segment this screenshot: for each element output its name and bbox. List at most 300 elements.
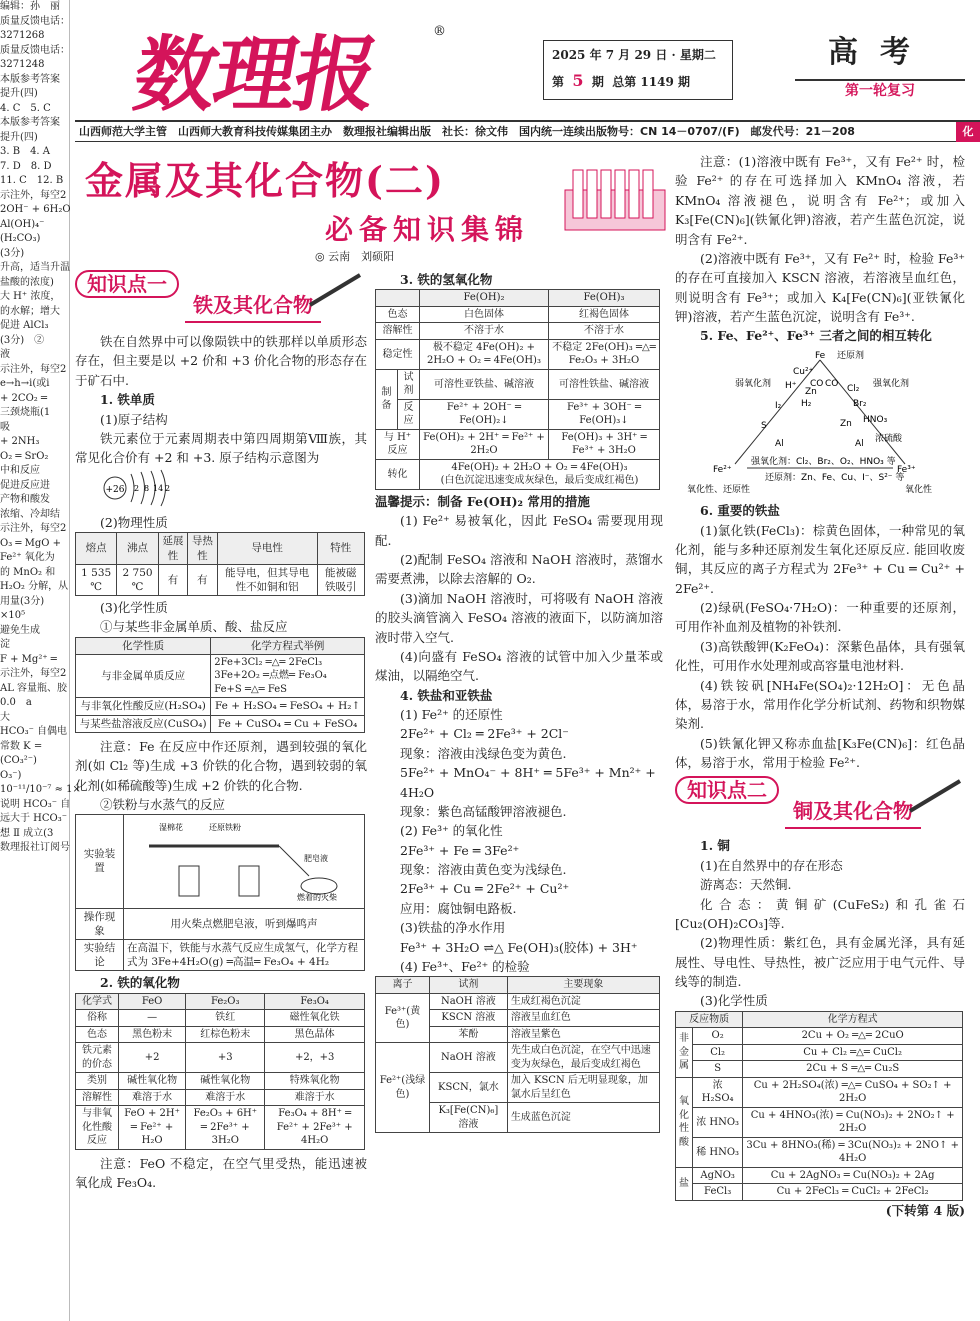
left-strip-line: 质量反馈电话： bbox=[0, 44, 70, 56]
left-strip-line: 3271248 bbox=[0, 59, 45, 70]
table-cell: 1 535 ℃ bbox=[76, 564, 117, 595]
text-line: (1)氯化铁(FeCl₃)：棕黄色固体，一种常见的氧化剂，能与多种还原剂发生氧化还原反应. 能回收废铜，其反应的离子方程式为 2Fe³⁺ + Cu ═ Cu²⁺ + 2Fe²⁺. bbox=[675, 522, 965, 596]
knowledge-point-2-header bbox=[675, 776, 965, 836]
table-cell: 红棕色粉末 bbox=[186, 1026, 265, 1043]
left-strip-line: 产物和酸发 bbox=[0, 494, 50, 505]
left-strip bbox=[0, 0, 81, 1321]
table-cell: K₃[Fe(CN)₆] 溶液 bbox=[429, 1103, 507, 1133]
newspaper-logo: 数理报 bbox=[126, 27, 384, 123]
heading-iron-salts: 4. 铁盐和亚铁盐 bbox=[400, 687, 493, 703]
table-cell: Fe³⁺ + 3OH⁻ ═ Fe(OH)₃↓ bbox=[548, 399, 659, 429]
table-row bbox=[376, 977, 660, 994]
table-row bbox=[376, 399, 660, 429]
tri-right: Fe³⁺ bbox=[897, 464, 916, 475]
edition-title: 高考 bbox=[828, 35, 932, 70]
left-strip-line: 11. C 12. B bbox=[0, 175, 64, 186]
issue-line: 第 5 期 总第 1149 期 bbox=[552, 70, 691, 90]
table-header: Fe(OH)₃ bbox=[548, 290, 659, 307]
left-strip-line: 远大于 HCO₃⁻ bbox=[0, 813, 68, 824]
edition-box bbox=[795, 30, 965, 102]
table-row bbox=[376, 323, 660, 340]
left-strip-line: F + Mg²⁺ ═ bbox=[0, 653, 57, 665]
table-cell: 白色固体 bbox=[419, 306, 548, 323]
table-header: 沸点 bbox=[117, 533, 158, 564]
iron-oxides-table bbox=[75, 993, 365, 1150]
text-line: 2Fe²⁺ + Cl₂ ═ 2Fe³⁺ + 2Cl⁻ bbox=[400, 726, 569, 742]
heading-iron-oxides: 2. 铁的氧化物 bbox=[100, 975, 180, 991]
table-cell: 氧化性酸 bbox=[676, 1077, 693, 1167]
svg-text:Al: Al bbox=[775, 438, 784, 449]
table-row bbox=[676, 1028, 963, 1045]
left-strip-line: (3分) bbox=[0, 247, 25, 259]
left-strip-line: 本版参考答案 bbox=[0, 73, 60, 85]
table-cell: 溶解性 bbox=[376, 323, 420, 340]
left-strip-line: 质量反馈电话： bbox=[0, 15, 70, 27]
table-cell: 难溶于水 bbox=[265, 1089, 365, 1106]
detection-note-2: (2)溶液中既有 Fe³⁺，又有 Fe²⁺ 时，检验 Fe³⁺ 的存在可直接加入 KSCN 溶液，若溶液呈血红色，则说明含有 Fe³⁺；或加入 K₄[Fe(CN)₆](亚铁氰化钾)溶液，若产生蓝色沉淀，说明含有 Fe³⁺. bbox=[675, 250, 965, 324]
text-line: 2Fe³⁺ + Fe ═ 3Fe²⁺ bbox=[400, 842, 520, 858]
table-row bbox=[376, 306, 660, 323]
left-strip-line: O₃⁻) bbox=[0, 769, 22, 781]
table-header: Fe(OH)₂ bbox=[419, 290, 548, 307]
table-row bbox=[676, 1184, 963, 1201]
table-cell: 与 H⁺ 反应 bbox=[376, 429, 420, 459]
svg-text:氧化性: 氧化性 bbox=[905, 484, 933, 495]
table-row bbox=[76, 993, 365, 1010]
copper-reactions-table bbox=[675, 1011, 963, 1201]
table-row bbox=[76, 1089, 365, 1106]
table-row bbox=[676, 1077, 963, 1107]
ion-detection-table bbox=[375, 976, 660, 1133]
svg-text:H⁺: H⁺ bbox=[785, 380, 797, 391]
atom-shell-3: 14 bbox=[153, 483, 164, 493]
svg-text:弱氧化剂: 弱氧化剂 bbox=[735, 378, 772, 389]
table-row bbox=[76, 1026, 365, 1043]
copper-chemical-heading: (3)化学性质 bbox=[700, 993, 768, 1009]
table-cell: 浓 HNO₃ bbox=[693, 1107, 743, 1137]
heading-atom-structure: (1)原子结构 bbox=[100, 411, 168, 427]
table-cell: 难溶于水 bbox=[119, 1089, 186, 1106]
left-strip-line: (3分) ② bbox=[0, 334, 45, 346]
table-cell: 浓 H₂SO₄ bbox=[693, 1077, 743, 1107]
fe2-reduction-lines bbox=[400, 724, 663, 821]
table-cell: 特殊氧化物 bbox=[265, 1073, 365, 1090]
atom-shell-2: 8 bbox=[144, 483, 150, 493]
table-cell: 反应 bbox=[397, 399, 419, 429]
table-cell: Cu + 4HNO₃(浓) ═ Cu(NO₃)₂ + 2NO₂↑ + 2H₂O bbox=[743, 1107, 963, 1137]
table-row bbox=[376, 369, 660, 399]
svg-text:强氧化剂：Cl₂、Br₂、O₂、HNO₃ 等: 强氧化剂：Cl₂、Br₂、O₂、HNO₃ 等 bbox=[751, 456, 896, 467]
table-cell: Fe(OH)₂ + 2H⁺ ═ Fe²⁺ + 2H₂O bbox=[419, 429, 548, 459]
table-header: 主要现象 bbox=[507, 977, 659, 994]
purification-equation: Fe³⁺ + 3H₂O ⇌△ Fe(OH)₃(胶体) + 3H⁺ bbox=[400, 939, 638, 955]
left-strip-line: 示注外，每空2 bbox=[0, 668, 67, 679]
left-strip-line: 7. D 8. D bbox=[0, 160, 52, 172]
publisher-info-bar: 山西师范大学主管 山西师大教育科技传媒集团主办 数理报社编辑出版 社长：徐文伟 国内统一连续出版物号：CN 14－0707/(F) 邮发代号：21－208 化 bbox=[75, 120, 980, 142]
text-line: (2)绿矾(FeSO₄·7H₂O)：一种重要的还原剂，可用作补血剂及植物的补铁剂. bbox=[675, 600, 965, 635]
heading-iron-element: 1. 铁单质 bbox=[100, 392, 155, 408]
heading-physical-properties: (2)物理性质 bbox=[100, 515, 168, 530]
heading-fe3-oxidation: (2) Fe³⁺ 的氧化性 bbox=[400, 823, 503, 839]
text-line: 现象：溶液由浅绿色变为黄色. bbox=[400, 745, 567, 761]
table-row bbox=[76, 1106, 365, 1150]
table-cell: 转化 bbox=[376, 459, 420, 489]
column-3 bbox=[675, 152, 965, 1220]
svg-text:CO: CO bbox=[810, 378, 824, 389]
table-cell: 俗称 bbox=[76, 1010, 119, 1027]
text-line: (3)高铁酸钾(K₂FeO₄)：深紫色晶体，具有强氧化性，可用作水处理剂或高容量电池材料. bbox=[675, 638, 965, 674]
svg-text:肥皂液: 肥皂液 bbox=[304, 854, 328, 864]
left-strip-line: 浓缩、冷却结 bbox=[0, 508, 60, 520]
left-strip-line: 本版参考答案 bbox=[0, 117, 60, 128]
table-cell: 有 bbox=[188, 564, 217, 595]
table-cell: Fe₂O₃ + 6H⁺ ═ 2Fe³⁺ + 3H₂O bbox=[186, 1106, 265, 1150]
left-strip-line: 想 Ⅱ 成立(3 bbox=[0, 827, 54, 839]
left-strip-line: 的 MnO₂ 和 bbox=[0, 566, 56, 578]
heading-reactions: ①与某些非金属单质、酸、盐反应 bbox=[100, 619, 288, 635]
svg-text:Zn: Zn bbox=[805, 386, 817, 397]
table-header: 延展性 bbox=[158, 533, 187, 564]
table-header: 特性 bbox=[317, 533, 364, 564]
tri-top: Fe bbox=[815, 350, 826, 361]
table-cell: Fe²⁺(浅绿色) bbox=[376, 1043, 430, 1133]
table-cell: 生成蓝色沉淀 bbox=[507, 1103, 659, 1133]
physical-properties-table bbox=[75, 532, 365, 596]
table-cell: 盐 bbox=[676, 1167, 693, 1200]
table-row bbox=[76, 1073, 365, 1090]
text-line: (2)配制 FeSO₄ 溶液和 NaOH 溶液时，蒸馏水需要煮沸，以除去溶解的 O₂. bbox=[375, 552, 663, 587]
table-cell: Fe³⁺(黄色) bbox=[376, 993, 430, 1043]
left-strip-line: 液 bbox=[0, 349, 10, 360]
left-strip-line: 提升(四) bbox=[0, 88, 38, 99]
detection-note-1: 注意：(1)溶液中既有 Fe³⁺，又有 Fe²⁺ 时，检验 Fe²⁺ 的存在可选择加入 KMnO₄ 溶液，若 KMnO₄ 溶液褪色，说明含有 Fe²⁺；或加入 K₃[Fe(CN)₆](铁氰化钾)溶液，若产生蓝色沉淀，说明含有 Fe²⁺. bbox=[675, 154, 965, 247]
table-cell: 稳定性 bbox=[376, 339, 420, 369]
left-strip-line: ×10⁵ bbox=[0, 610, 26, 621]
table-cell: — bbox=[119, 1010, 186, 1027]
registered-mark: ® bbox=[433, 24, 446, 39]
knowledge-point-1-badge: 知识点一 bbox=[75, 270, 179, 298]
tips-list bbox=[375, 511, 663, 685]
heading-steam-reaction: ②铁粉与水蒸气的反应 bbox=[100, 796, 226, 812]
table-cell: Cu + 2AgNO₃ ═ Cu(NO₃)₂ + 2Ag bbox=[743, 1167, 963, 1184]
article-title-box bbox=[85, 152, 680, 262]
table-row bbox=[376, 459, 660, 489]
knowledge-point-2-badge: 知识点二 bbox=[675, 776, 779, 804]
table-row bbox=[376, 339, 660, 369]
table-cell: 非金属 bbox=[676, 1028, 693, 1078]
table-cell: Cu + 2H₂SO₄(浓) ═△═ CuSO₄ + SO₂↑ + 2H₂O bbox=[743, 1077, 963, 1107]
left-strip-line: 说明 HCO₃⁻ 自 bbox=[0, 798, 71, 810]
pen-icon bbox=[905, 776, 965, 816]
left-strip-line: 示注外，每空2 bbox=[0, 363, 67, 375]
table-cell: NaOH 溶液 bbox=[429, 993, 507, 1010]
table-cell: Cu + 2FeCl₃ ═ CuCl₂ + 2FeCl₂ bbox=[743, 1184, 963, 1201]
table-header: 导热性 bbox=[188, 533, 217, 564]
svg-text:还原剂：Zn、Fe、Cu、I⁻、S²⁻ 等: 还原剂：Zn、Fe、Cu、I⁻、S²⁻ 等 bbox=[765, 472, 905, 483]
iron-salts-list bbox=[675, 521, 965, 773]
svg-text:Cu²⁺: Cu²⁺ bbox=[793, 366, 814, 377]
left-strip-line: + 2NH₃ bbox=[0, 436, 40, 447]
table-cell: NaOH 溶液 bbox=[429, 1043, 507, 1073]
left-strip-line: 升高，适当升温 bbox=[0, 262, 70, 273]
chemical-properties-table: 化学性质 化学方程式举例 与非金属单质反应 2Fe+3Cl₂ ═△═ 2FeCl₃ 3Fe+2O₂ ═点燃═ Fe₃O₄ Fe+S ═△═ FeS 与非氧化性酸反应(H₂SO₄) Fe + H₂SO₄ ═ FeSO₄ + H₂↑ 与某些盐溶液反应(CuSO₄) Fe + CuSO₄ ═ Cu + FeSO₄ bbox=[75, 637, 365, 733]
left-strip-line: 0.0 a bbox=[0, 697, 32, 708]
table-cell: 稀 HNO₃ bbox=[693, 1137, 743, 1167]
table-cell: 与非氧化性酸反应 bbox=[76, 1106, 119, 1150]
table-cell: 能导电，但其导电性不如铜和铝 bbox=[217, 564, 317, 595]
table-cell: Fe₃O₄ + 8H⁺ ═ Fe²⁺ + 2Fe³⁺ + 4H₂O bbox=[265, 1106, 365, 1150]
table-cell: 铁红 bbox=[186, 1010, 265, 1027]
left-strip-line: O₃ ═ MgO + bbox=[0, 537, 61, 549]
table-cell: 磁性氧化铁 bbox=[265, 1010, 365, 1027]
table-row bbox=[376, 1043, 660, 1073]
steam-experiment-table: 实验装置 湿棉花 还原铁粉 肥皂液 燃着的火柴 操作现象 用火柴点燃肥皂液，听到爆鸣声 实验结论 在高温下，铁能与水蒸气反应生成氢气，化学方程式为 3Fe+4H₂O(g) ═高温═ Fe₃O₄ + 4H₂ bbox=[75, 814, 365, 971]
table-row bbox=[676, 1011, 963, 1028]
tri-left: Fe²⁺ bbox=[713, 464, 732, 475]
table-header: 反应物质 bbox=[676, 1011, 743, 1028]
issue-number: 5 bbox=[572, 70, 584, 90]
table-cell: FeO + 2H⁺ ═ Fe²⁺ + H₂O bbox=[119, 1106, 186, 1150]
left-strip-line: Fe²⁺ 氧化为 bbox=[0, 552, 55, 563]
table-cell: Fe²⁺ + 2OH⁻ ═ Fe(OH)₂↓ bbox=[419, 399, 548, 429]
knowledge-point-2-title: 铜及其化合物 bbox=[785, 796, 921, 829]
table-cell: 制备 bbox=[376, 369, 398, 429]
table-header: 化学方程式 bbox=[743, 1011, 963, 1028]
svg-text:CO: CO bbox=[825, 378, 839, 389]
table-cell: AgNO₃ bbox=[693, 1167, 743, 1184]
subject-badge: 化 bbox=[956, 122, 980, 142]
left-strip-line: 3. B 4. A bbox=[0, 146, 51, 157]
text-line: 应用：腐蚀铜电路板. bbox=[400, 900, 517, 916]
table-cell: FeCl₃ bbox=[693, 1184, 743, 1201]
left-strip-line: 淀 bbox=[0, 639, 10, 650]
table-cell: 难溶于水 bbox=[186, 1089, 265, 1106]
left-strip-line: (H₂CO₃) bbox=[0, 233, 41, 244]
heading-interconversion: 5. Fe、Fe²⁺、Fe³⁺ 三者之间的相互转化 bbox=[700, 328, 932, 344]
table-cell: O₂ bbox=[693, 1028, 743, 1045]
left-strip-line: 促进反应进 bbox=[0, 479, 50, 491]
table-cell: Fe(OH)₃ + 3H⁺ ═ Fe³⁺ + 3H₂O bbox=[548, 429, 659, 459]
left-strip-line: 的水解；增大 bbox=[0, 305, 60, 317]
svg-text:强氧化剂: 强氧化剂 bbox=[873, 378, 910, 389]
svg-text:S: S bbox=[761, 420, 767, 431]
table-cell: 红褐色固体 bbox=[548, 306, 659, 323]
table-row bbox=[676, 1137, 963, 1167]
svg-text:湿棉花: 湿棉花 bbox=[159, 823, 183, 833]
table-cell: 不溶于水 bbox=[419, 323, 548, 340]
text-line: 2Fe³⁺ + Cu ═ 2Fe²⁺ + Cu²⁺ bbox=[400, 881, 570, 897]
experiment-apparatus-diagram bbox=[129, 816, 359, 902]
books-illustration bbox=[555, 160, 675, 240]
table-cell: 极不稳定 4Fe(OH)₂ + 2H₂O + O₂ ═ 4Fe(OH)₃ bbox=[419, 339, 548, 369]
svg-text:H₂: H₂ bbox=[801, 398, 812, 409]
left-strip-line: O₂ ═ SrO₂ bbox=[0, 450, 49, 462]
heading-iron-salts-important: 6. 重要的铁盐 bbox=[700, 503, 780, 519]
left-strip-line: 示注外，每空2 bbox=[0, 523, 67, 534]
left-strip-line: 促进 AlCl₃ bbox=[0, 320, 49, 331]
table-header: 离子 bbox=[376, 977, 430, 994]
svg-text:氧化性、还原性: 氧化性、还原性 bbox=[687, 484, 751, 495]
table-row bbox=[76, 1010, 365, 1027]
svg-text:燃着的火柴: 燃着的火柴 bbox=[297, 893, 337, 903]
table-cell: 4Fe(OH)₂ + 2H₂O + O₂ ═ 4Fe(OH)₃ (白色沉淀迅速变成灰绿色，最后变成红褐色) bbox=[419, 459, 659, 489]
table-row bbox=[676, 1061, 963, 1078]
table-cell: 能被磁铁吸引 bbox=[317, 564, 364, 595]
table-cell: 可溶性铁盐、碱溶液 bbox=[548, 369, 659, 399]
fe3-oxidation-lines bbox=[400, 841, 663, 919]
table-cell: 不溶于水 bbox=[548, 323, 659, 340]
date-box bbox=[543, 40, 733, 100]
left-strip-line: H₂O₂ 分解，从 bbox=[0, 581, 69, 592]
table-header: Fe₂O₃ bbox=[186, 993, 265, 1010]
svg-text:还原铁粉: 还原铁粉 bbox=[209, 823, 241, 833]
table-cell: KSCN，氯水 bbox=[429, 1073, 507, 1103]
text-line: 5Fe²⁺ + MnO₄⁻ + 8H⁺ ═ 5Fe³⁺ + Mn²⁺ + 4H₂O bbox=[400, 765, 656, 800]
heading-hydroxides: 3. 铁的氢氧化物 bbox=[400, 272, 493, 287]
table-row bbox=[76, 1043, 365, 1073]
column-2 bbox=[375, 270, 663, 1133]
svg-text:Br₂: Br₂ bbox=[853, 398, 867, 409]
table-header: Fe₃O₄ bbox=[265, 993, 365, 1010]
table-header: 导电性 bbox=[217, 533, 317, 564]
table-cell: 可溶性亚铁盐、碱溶液 bbox=[419, 369, 548, 399]
table-cell: 3Cu + 8HNO₃(稀) ═ 3Cu(NO₃)₂ + 2NO↑ + 4H₂O bbox=[743, 1137, 963, 1167]
left-strip-line: 2OH⁻ + 6H₂O bbox=[0, 204, 71, 215]
left-strip-line: 大 H⁺ 浓度， bbox=[0, 291, 61, 302]
left-strip-line: 三颈烧瓶(1 bbox=[0, 407, 51, 418]
knowledge-point-1-title: 铁及其化合物 bbox=[185, 290, 321, 323]
table-cell: 色态 bbox=[76, 1026, 119, 1043]
copper-physical-properties: (2)物理性质：紫红色，具有金属光泽，具有延展性、导电性、导热性，被广泛应用于电气元件、导线等的制造. bbox=[675, 935, 965, 989]
text-line: 现象：紫色高锰酸钾溶液褪色. bbox=[400, 803, 567, 819]
copper-combined-state: 化合态：黄铜矿(CuFeS₂)和孔雀石[Cu₂(OH)₂CO₃]等. bbox=[675, 896, 965, 931]
table-cell: 不稳定 2Fe(OH)₃ ═△═ Fe₂O₃ + 3H₂O bbox=[548, 339, 659, 369]
iron-intro: 铁在自然界中可以像陨铁中的铁那样以单质形态存在，但主要是以 +2 价和 +3 价化合物的形态存在于矿石中. bbox=[75, 334, 367, 388]
left-strip-line: 常数 K = bbox=[0, 740, 43, 752]
atom-shell-1: 2 bbox=[134, 483, 140, 493]
table-row bbox=[376, 429, 660, 459]
table-cell: 有 bbox=[158, 564, 187, 595]
total-issue: 总第 1149 期 bbox=[612, 74, 691, 89]
column-1 bbox=[75, 270, 367, 1192]
table-header bbox=[376, 290, 420, 307]
svg-text:浓硫酸: 浓硫酸 bbox=[875, 433, 903, 444]
left-strip-line: e→h→i(或i bbox=[0, 378, 50, 389]
heading-copper: 1. 铜 bbox=[700, 838, 730, 854]
text-line: (1) Fe²⁺ 易被氧化，因此 FeSO₄ 需要现用现配. bbox=[375, 513, 663, 548]
article-subtitle: 必备知识集锦 bbox=[325, 213, 530, 246]
copper-free-state: 游离态：天然铜. bbox=[700, 877, 792, 893]
table-row bbox=[676, 1167, 963, 1184]
continued-note: (下转第 4 版) bbox=[885, 1202, 965, 1218]
left-strip-line: 示注外，每空2 bbox=[0, 189, 67, 201]
table-row bbox=[376, 993, 660, 1010]
atom-nucleus: +26 bbox=[105, 484, 125, 495]
table-cell: 溶液呈血红色 bbox=[507, 1010, 659, 1027]
table-cell: Cl₂ bbox=[693, 1044, 743, 1061]
copper-existence-heading: (1)在自然界中的存在形态 bbox=[700, 857, 843, 873]
pen-icon bbox=[305, 270, 365, 310]
left-strip-line: AL 容量瓶、胶 bbox=[0, 682, 68, 694]
iron-note: 注意：Fe 在反应中作还原剂，遇到较强的氧化剂(如 Cl₂ 等)生成 +3 价铁的化合物，遇到较弱的氧化剂(如稀硫酸等)生成 +2 价铁的化合物. bbox=[75, 738, 367, 793]
table-cell: 先生成白色沉淀，在空气中迅速变为灰绿色，最后变成红褐色 bbox=[507, 1043, 659, 1073]
svg-text:Zn: Zn bbox=[840, 418, 852, 429]
left-strip-line: 编辑：孙 丽 bbox=[0, 1, 60, 12]
masthead bbox=[75, 0, 980, 123]
left-strip-line: + 2CO₂ ═ bbox=[0, 392, 47, 404]
table-cell: Cu + Cl₂ ═△═ CuCl₂ bbox=[743, 1044, 963, 1061]
left-strip-line: 盐酸的浓度) bbox=[0, 276, 54, 288]
article-author: ◎ 云南 刘硕阳 bbox=[315, 250, 395, 263]
oxide-note: 注意：FeO 不稳定，在空气里受热，能迅速被氧化成 Fe₃O₄. bbox=[75, 1155, 367, 1190]
atom-text: 铁元素位于元素周期表中第四周期第Ⅷ族，其常见化合价有 +2 和 +3. 原子结构示意图为 bbox=[75, 430, 367, 466]
svg-text:还原剂: 还原剂 bbox=[837, 350, 865, 361]
table-cell: 黑色粉末 bbox=[119, 1026, 186, 1043]
table-cell: 碱性氧化物 bbox=[119, 1073, 186, 1090]
table-cell: KSCN 溶液 bbox=[429, 1010, 507, 1027]
table-row bbox=[376, 290, 660, 307]
table-cell: 色态 bbox=[376, 306, 420, 323]
table-cell: 加入 KSCN 后无明显现象，加氯水后呈红色 bbox=[507, 1073, 659, 1103]
left-strip-line: 用量(3分) bbox=[0, 595, 45, 607]
table-row bbox=[676, 1044, 963, 1061]
left-strip-line: 大 bbox=[0, 711, 10, 723]
edition-subtitle: 第一轮复习 bbox=[795, 79, 965, 103]
svg-text:Al: Al bbox=[855, 438, 864, 449]
table-cell: 铁元素的价态 bbox=[76, 1043, 119, 1073]
table-cell: 碱性氧化物 bbox=[186, 1073, 265, 1090]
left-strip-line: 数理报社订阅号 bbox=[0, 842, 70, 853]
heading-fe2-reducibility: (1) Fe²⁺ 的还原性 bbox=[400, 707, 503, 722]
svg-text:HNO₃: HNO₃ bbox=[863, 414, 888, 425]
table-cell: 2Cu + S ═△═ Cu₂S bbox=[743, 1061, 963, 1078]
table-cell: 苯酚 bbox=[429, 1026, 507, 1043]
text-line: (4)向盛有 FeSO₄ 溶液的试管中加入少量苯或煤油，以隔绝空气. bbox=[375, 648, 663, 684]
heading-water-purification: (3)铁盐的净水作用 bbox=[400, 920, 506, 936]
table-cell: 溶液呈紫色 bbox=[507, 1026, 659, 1043]
left-strip-line: HCO₃⁻ 自偶电 bbox=[0, 726, 68, 737]
tip-heading: 温馨提示：制备 Fe(OH)₂ 常用的措施 bbox=[375, 493, 590, 509]
text-line: 现象：溶液由黄色变为浅绿色. bbox=[400, 862, 567, 877]
table-cell: 溶解性 bbox=[76, 1089, 119, 1106]
left-strip-line: 4. C 5. C bbox=[0, 102, 51, 114]
table-cell: 2Cu + O₂ ═△═ 2CuO bbox=[743, 1028, 963, 1045]
left-strip-line: Al(OH)₄⁻ bbox=[0, 218, 45, 230]
svg-text:I₂: I₂ bbox=[775, 400, 782, 411]
text-line: (4)铁铵矾[NH₄Fe(SO₄)₂·12H₂O]：无色晶体，易溶于水，常用作化学分析试剂、药物和织物媒染剂. bbox=[675, 677, 965, 732]
table-row bbox=[676, 1107, 963, 1137]
table-header: FeO bbox=[119, 993, 186, 1010]
table-cell: 2 750 ℃ bbox=[117, 564, 158, 595]
atom-shell-4: 2 bbox=[165, 483, 171, 493]
knowledge-point-1-header bbox=[75, 270, 367, 332]
left-strip-line: (CO₃²⁻) bbox=[0, 755, 37, 766]
table-cell: S bbox=[693, 1061, 743, 1078]
table-header: 熔点 bbox=[76, 533, 117, 564]
left-strip-line: 3271268 bbox=[0, 30, 45, 41]
hydroxides-table bbox=[375, 289, 660, 490]
table-cell: +2 bbox=[119, 1043, 186, 1073]
left-strip-line: 避免生成 bbox=[0, 624, 40, 636]
issue-date: 2025 年 7 月 29 日 · 星期二 bbox=[552, 48, 716, 62]
left-strip-line: 10⁻¹¹/10⁻⁷ ≈ 1× bbox=[0, 784, 81, 795]
iron-triangle-diagram bbox=[675, 346, 965, 496]
text-line: (3)滴加 NaOH 溶液时，可将吸有 NaOH 溶液的胶头滴管滴入 FeSO₄ 溶液的液面下，以防滴加溶液时带入空气. bbox=[375, 590, 663, 645]
table-cell: +2，+3 bbox=[265, 1043, 365, 1073]
svg-text:Cl₂: Cl₂ bbox=[847, 383, 860, 394]
heading-detection: (4) Fe³⁺、Fe²⁺ 的检验 bbox=[400, 958, 530, 974]
table-header: 试剂 bbox=[429, 977, 507, 994]
